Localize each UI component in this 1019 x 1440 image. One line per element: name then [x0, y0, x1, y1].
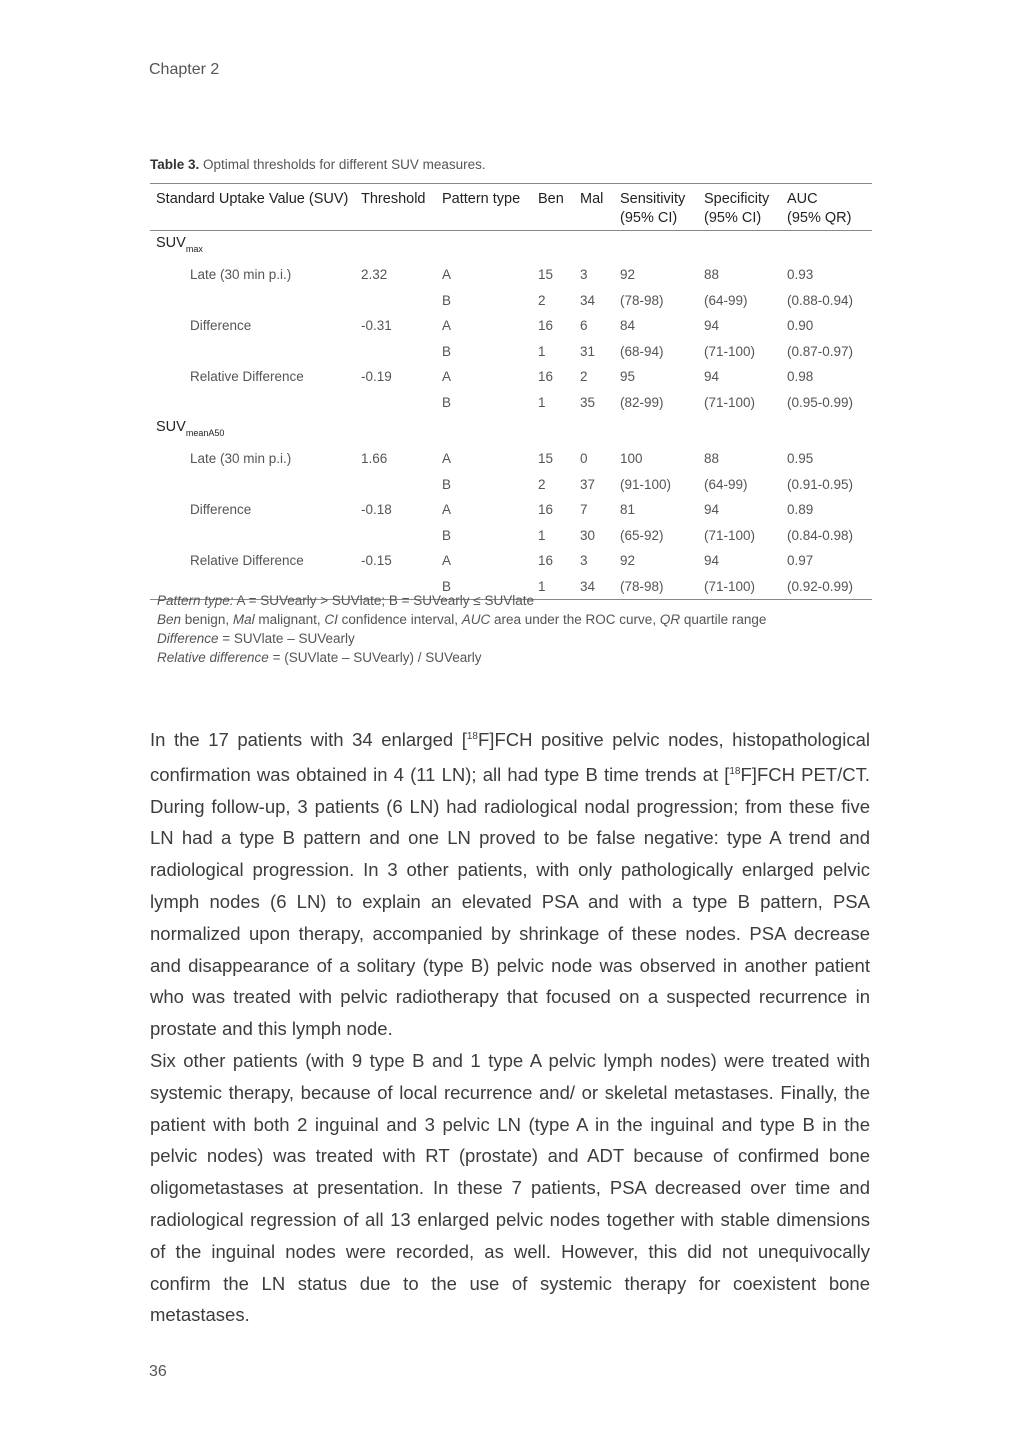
- table-cell: 2.32: [361, 267, 388, 282]
- table-cell: A: [442, 267, 452, 282]
- table-cell: (71-100): [704, 343, 756, 359]
- table-cell: (0.95-0.99): [787, 394, 854, 410]
- table-body: [150, 231, 872, 600]
- table-cell: 16: [538, 318, 554, 333]
- table-cell: Difference: [190, 318, 252, 333]
- table-cell: 94: [704, 369, 720, 384]
- table-cell: [150, 339, 361, 365]
- table-cell: Relative Difference: [190, 369, 304, 384]
- table-cell: (0.87-0.97): [787, 343, 854, 359]
- table-row: [150, 548, 872, 574]
- table-cell: 16: [538, 369, 554, 384]
- table-cell: 1: [538, 343, 546, 359]
- table-caption-label: Table 3.: [150, 157, 200, 172]
- table-cell: 95: [620, 369, 636, 384]
- table-cell: 35: [580, 394, 596, 410]
- threshold-table: [150, 183, 872, 600]
- table-cell: [150, 288, 361, 314]
- table-cell: [361, 472, 442, 498]
- table-cell: 1: [538, 574, 580, 600]
- table-cell: 15: [538, 451, 554, 466]
- table-cell: 37: [580, 476, 596, 492]
- group-label: $SUV_{meanA50}$: [156, 419, 225, 438]
- table-row: [150, 288, 872, 314]
- group-label: $SUV_{max}$: [156, 235, 203, 254]
- note-abbreviations: Ben benign, Mal malignant, CI confidence interval, AUC area under the ROC curve, QR quartile range: [157, 612, 767, 627]
- table-cell: 7: [580, 502, 588, 517]
- table-cell: 1.66: [361, 451, 388, 466]
- table-cell: A: [442, 369, 452, 384]
- table-cell: 0.95: [787, 451, 814, 466]
- table-cell: A: [442, 318, 452, 333]
- table-cell: 34: [580, 292, 596, 308]
- table-cell: (91-100): [620, 476, 672, 492]
- table-cell: (65-92): [620, 527, 664, 543]
- table-row: [150, 364, 872, 390]
- table-cell: 0.97: [787, 553, 814, 568]
- body-text: [150, 721, 870, 1331]
- table-cell: 3: [580, 553, 588, 568]
- table-cell: 0.98: [787, 369, 814, 384]
- table-cell: 3: [580, 267, 588, 282]
- paragraph-1: In the 17 patients with 34 enlarged [$^{18}$F]FCH positive pelvic nodes, histopathological confirmation was obtained in 4 (11 LN); all had type B time trends at [$^{18}$F]FCH PET/CT. During follow-up, 3 patients (6 LN) had radiological nodal progression; from these five LN had a type B pattern and one LN proved to be false negative: type A trend and radiological progression. In 3 other patients, with only pathologically enlarged pelvic lymph nodes (6 LN) to explain an elevated PSA and with a type B pattern, PSA normalized upon therapy, accompanied by shrinkage of these nodes. PSA decrease and disappearance of a solitary (type B) pelvic node was observed in another patient who was treated with pelvic radiotherapy that focused on a suspected recurrence in prostate and this lymph node.: [150, 729, 870, 1040]
- table-cell: -0.15: [361, 553, 392, 568]
- table-row: [150, 390, 872, 416]
- table-cell: -0.18: [361, 502, 392, 517]
- table-cell: (68-94): [620, 343, 664, 359]
- table-caption-text: Optimal thresholds for different SUV measures.: [199, 157, 486, 172]
- table-cell: (71-100): [704, 394, 756, 410]
- table-cell: 81: [620, 502, 636, 517]
- table-cell: 30: [580, 527, 596, 543]
- table-cell: B: [442, 574, 538, 600]
- table-cell: (78-98): [620, 292, 664, 308]
- table-row: [150, 313, 872, 339]
- table-cell: (0.92-0.99): [787, 574, 872, 600]
- table-cell: 6: [580, 318, 588, 333]
- table-cell: [361, 523, 442, 549]
- table-cell: 0.89: [787, 502, 814, 517]
- table-cell: -0.19: [361, 369, 392, 384]
- table-cell: 16: [538, 553, 554, 568]
- table-row: [150, 472, 872, 498]
- table-cell: 94: [704, 318, 720, 333]
- table-cell: A: [442, 553, 452, 568]
- column-header: Sensitivity (95% CI): [620, 184, 704, 231]
- table-cell: 16: [538, 502, 554, 517]
- column-header: Mal: [580, 184, 620, 231]
- table-cell: B: [442, 476, 452, 492]
- table-header-row: [150, 184, 872, 231]
- table-cell: (71-100): [704, 574, 787, 600]
- table-cell: (0.91-0.95): [787, 476, 854, 492]
- table-cell: 2: [580, 369, 588, 384]
- table-cell: 0.93: [787, 267, 814, 282]
- table-cell: 92: [620, 267, 636, 282]
- table-cell: 2: [538, 476, 546, 492]
- table-cell: B: [442, 394, 452, 410]
- table-cell: Difference: [190, 502, 252, 517]
- table-row: [150, 262, 872, 288]
- paragraph-2: Six other patients (with 9 type B and 1 type A pelvic lymph nodes) were treated with systemic therapy, because of local recurrence and/ or skeletal metastases. Finally, the patient with both 2 inguinal and 3 pelvic LN (type A in the inguinal and type B in the pelvic nodes) was treated with RT (prostate) and ADT because of confirmed bone oligometastases at presentation. In these 7 patients, PSA decreased over time and radiological regression of all 13 enlarged pelvic nodes together with stable dimensions of the inguinal nodes were recorded, as well. However, this did not unequivocally confirm the LN status due to the use of systemic therapy for coexistent bone metastases.: [150, 1049, 870, 1326]
- table-cell: Late (30 min p.i.): [190, 267, 292, 282]
- table-cell: 94: [704, 553, 720, 568]
- table-cell: 34: [580, 574, 620, 600]
- column-header: Pattern type: [442, 184, 538, 231]
- table-cell: 1: [538, 527, 546, 543]
- table-cell: 31: [580, 343, 596, 359]
- table-cell: B: [442, 292, 452, 308]
- table-cell: [361, 390, 442, 416]
- note-relative-difference: Relative difference = (SUVlate – SUVearly) / SUVearly: [157, 650, 482, 665]
- table-cell: 1: [538, 394, 546, 410]
- table-cell: (64-99): [704, 292, 748, 308]
- table-cell: 92: [620, 553, 636, 568]
- table-cell: 88: [704, 267, 720, 282]
- table-group-row: [150, 231, 872, 263]
- column-header: AUC (95% QR): [787, 184, 872, 231]
- table-cell: [150, 390, 361, 416]
- table-row: [150, 446, 872, 472]
- table-cell: Relative Difference: [190, 553, 304, 568]
- table-cell: 100: [620, 451, 643, 466]
- table-cell: A: [442, 502, 452, 517]
- column-header: Ben: [538, 184, 580, 231]
- table-cell: 0: [580, 451, 588, 466]
- table-cell: 94: [704, 502, 720, 517]
- table-cell: (71-100): [704, 527, 756, 543]
- table-cell: [361, 339, 442, 365]
- note-pattern-type: Pattern type: A = SUVearly > SUVlate; B = SUVearly ≤ SUVlate: [157, 593, 534, 608]
- table-cell: (0.88-0.94): [787, 292, 854, 308]
- table-cell: B: [442, 527, 452, 543]
- note-difference: Difference = SUVlate – SUVearly: [157, 631, 355, 646]
- table-cell: [150, 523, 361, 549]
- column-header: Standard Uptake Value (SUV): [150, 184, 361, 231]
- table-cell: Late (30 min p.i.): [190, 451, 292, 466]
- column-header: Specificity (95% CI): [704, 184, 787, 231]
- table-row: [150, 497, 872, 523]
- table-cell: 88: [704, 451, 720, 466]
- table-cell: -0.31: [361, 318, 392, 333]
- table-group-row: [150, 415, 872, 446]
- table-cell: (0.84-0.98): [787, 527, 854, 543]
- table-cell: A: [442, 451, 452, 466]
- page-number: 36: [149, 1363, 167, 1380]
- table-cell: (78-98): [620, 574, 704, 600]
- column-header: Threshold: [361, 184, 442, 231]
- table-cell: (82-99): [620, 394, 664, 410]
- table-caption: [150, 157, 486, 172]
- table-cell: 15: [538, 267, 554, 282]
- table-cell: [361, 288, 442, 314]
- table-notes: [157, 591, 766, 667]
- running-head: Chapter 2: [149, 61, 220, 78]
- table-cell: 84: [620, 318, 636, 333]
- table-cell: (64-99): [704, 476, 748, 492]
- table-cell: 2: [538, 292, 546, 308]
- table-row: [150, 523, 872, 549]
- table-cell: 0.90: [787, 318, 814, 333]
- table-row: [150, 339, 872, 365]
- table-cell: [150, 472, 361, 498]
- table-cell: B: [442, 343, 452, 359]
